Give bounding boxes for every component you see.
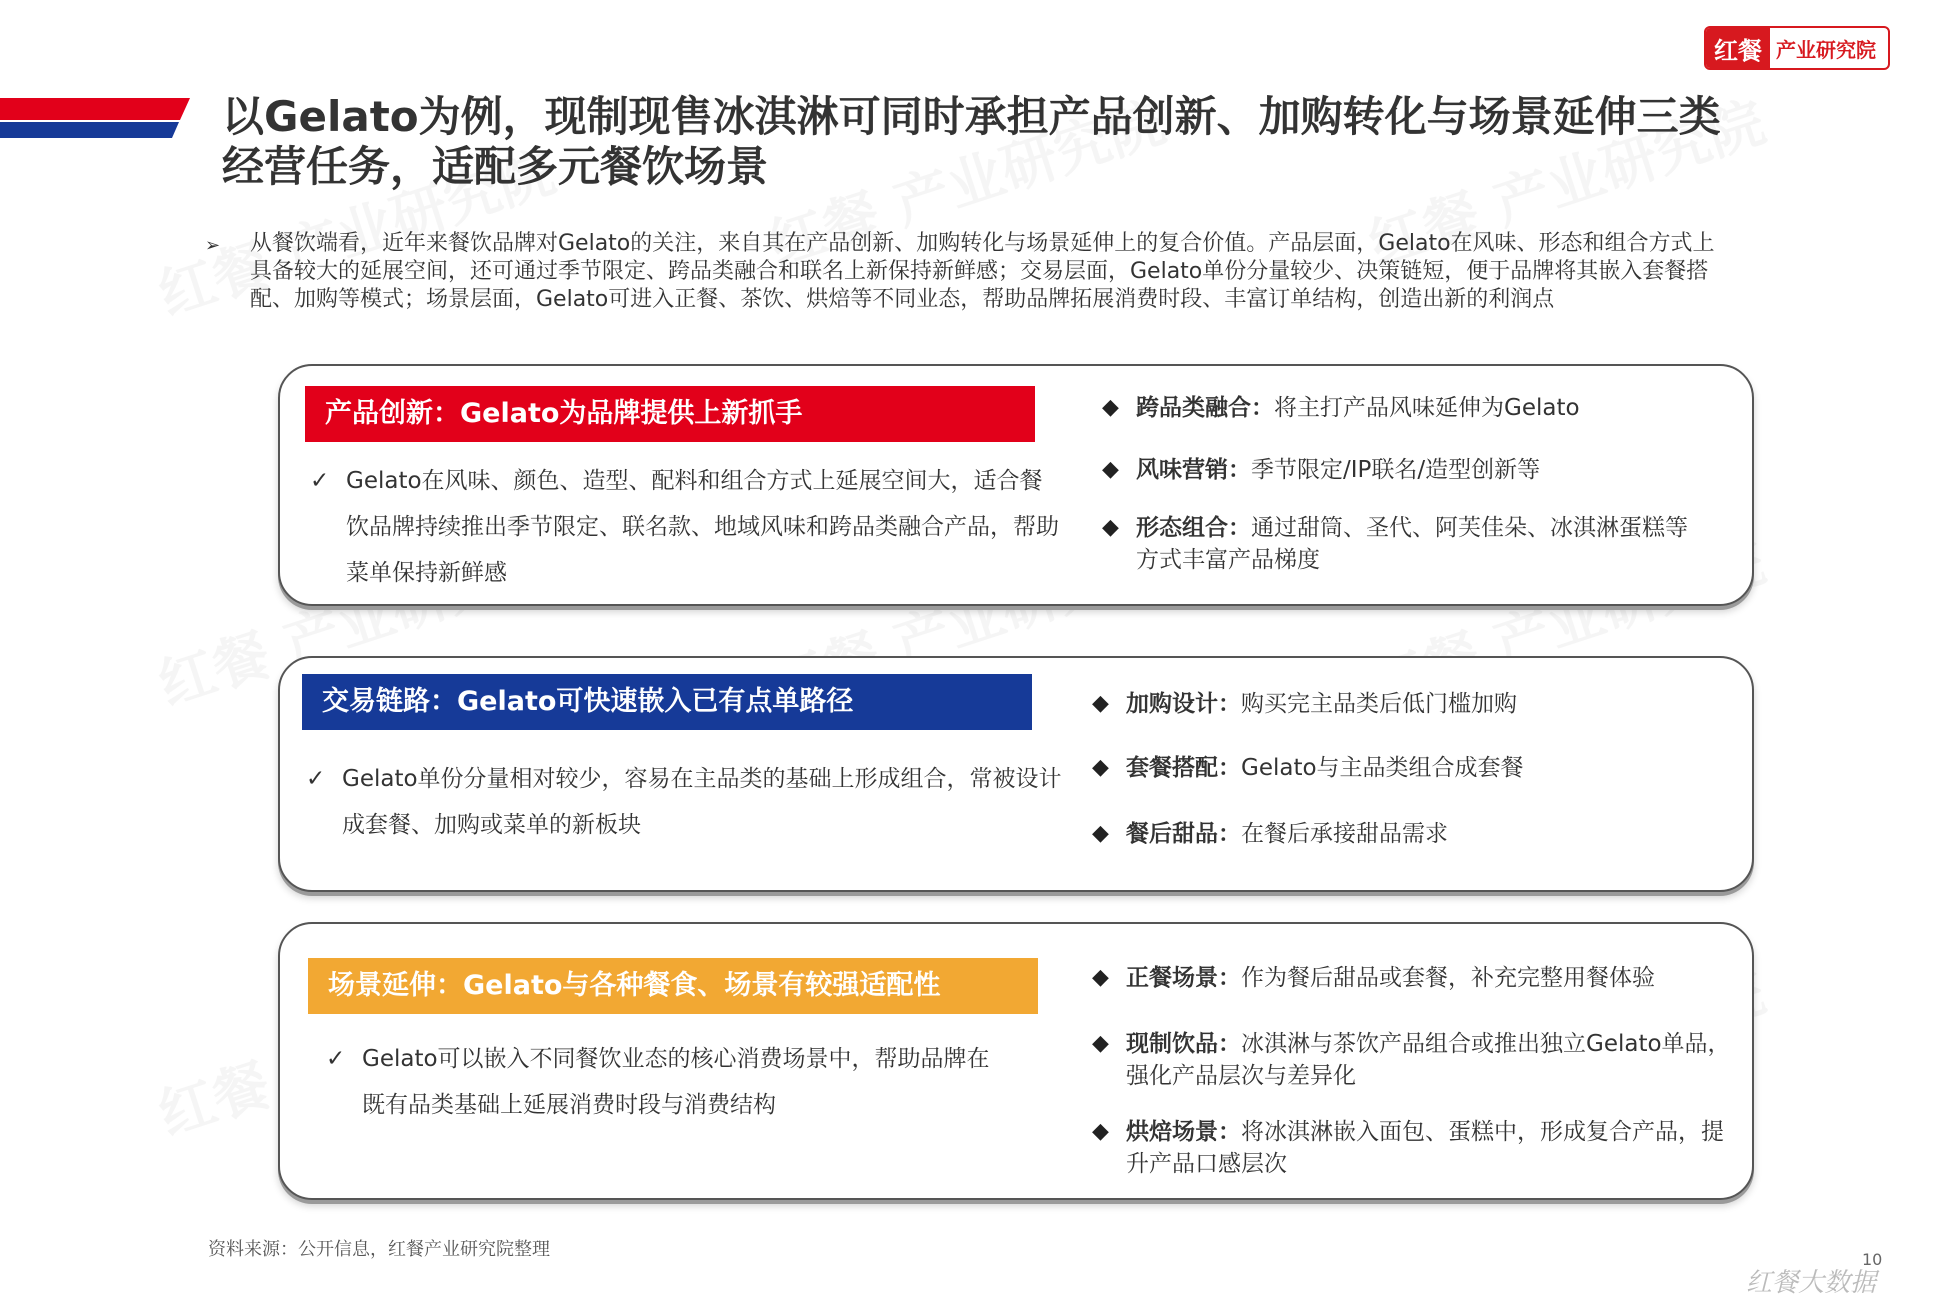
card-bullet [1092, 1116, 1736, 1180]
diamond-bullet-icon: ◆ [1092, 1119, 1109, 1144]
institute-logo [1704, 26, 1890, 70]
bullet-text: Gelato与主品类组合成套餐 [1241, 755, 1524, 781]
checkmark-icon: ✓ [310, 468, 330, 494]
bullet-label: 现制饮品： [1126, 1031, 1241, 1057]
card-check-text [310, 458, 1060, 596]
bullet-text: 将冰淇淋嵌入面包、蛋糕中，形成复合产品，提升产品口感层次 [1126, 1119, 1724, 1177]
diamond-bullet-icon: ◆ [1092, 821, 1109, 846]
bullet-text: 作为餐后甜品或套餐，补充完整用餐体验 [1241, 965, 1655, 991]
checkmark-icon: ✓ [326, 1046, 346, 1072]
bullet-label: 套餐搭配： [1126, 755, 1241, 781]
bullet-text: 冰淇淋与茶饮产品组合或推出独立Gelato单品，强化产品层次与差异化 [1126, 1031, 1731, 1089]
card-check-text [326, 1036, 1002, 1128]
card-banner: 产品创新：Gelato为品牌提供上新抓手 [305, 386, 1035, 442]
logo-mark: 红餐 [1706, 28, 1770, 68]
diamond-bullet-icon: ◆ [1092, 965, 1109, 990]
card-bullet [1092, 752, 1686, 784]
bullet-text: 季节限定/IP联名/造型创新等 [1251, 457, 1541, 483]
page-number: 10 [1862, 1250, 1883, 1269]
card-bullet [1102, 512, 1696, 576]
card-bullet [1092, 818, 1686, 850]
bullet-label: 正餐场景： [1126, 965, 1241, 991]
card-banner: 交易链路：Gelato可快速嵌入已有点单路径 [302, 674, 1032, 730]
bullet-label: 形态组合： [1136, 515, 1251, 541]
card-bullet [1092, 962, 1736, 994]
page-title: 以Gelato为例，现制现售冰淇淋可同时承担产品创新、加购转化与场景延伸三类经营任务，适配多元餐饮场景 [222, 92, 1721, 191]
card-product-innovation [278, 364, 1754, 606]
arrow-bullet-icon: ➢ [205, 235, 221, 256]
intro-text: 从餐饮端看，近年来餐饮品牌对Gelato的关注，来自其在产品创新、加购转化与场景延伸上的复合价值。产品层面，Gelato在风味、形态和组合方式上具备较大的延展空间，还可通过季节限定、跨品类融合和联名上新保持新鲜感；交易层面，Gelato单份分量较少、决策链短，便于品牌将其嵌入套餐搭配、加购等模式；场景层面，Gelato可进入正餐、茶饮、烘焙等不同业态，帮助品牌拓展消费时段、丰富订单结构，创造出新的利润点 [250, 231, 1715, 312]
diamond-bullet-icon: ◆ [1092, 691, 1109, 716]
diamond-bullet-icon: ◆ [1102, 395, 1119, 420]
intro-paragraph [205, 230, 1728, 314]
card-bullet [1102, 392, 1696, 424]
bullet-text: 在餐后承接甜品需求 [1241, 821, 1448, 847]
brand-signature: 红餐大数据 [1746, 1268, 1877, 1298]
diamond-bullet-icon: ◆ [1102, 457, 1119, 482]
card-bullet [1102, 454, 1696, 486]
diamond-bullet-icon: ◆ [1092, 755, 1109, 780]
source-note: 资料来源：公开信息，红餐产业研究院整理 [208, 1239, 550, 1260]
card-banner: 场景延伸：Gelato与各种餐食、场景有较强适配性 [308, 958, 1038, 1014]
bullet-label: 风味营销： [1136, 457, 1251, 483]
card-bullet [1092, 688, 1686, 720]
card-check-content: Gelato单份分量相对较少，容易在主品类的基础上形成组合，常被设计成套餐、加购或菜单的新板块 [342, 766, 1062, 838]
bullet-label: 加购设计： [1126, 691, 1241, 717]
card-transaction-path [278, 656, 1754, 892]
card-check-content: Gelato在风味、颜色、造型、配料和组合方式上延展空间大，适合餐饮品牌持续推出季节限定、联名款、地域风味和跨品类融合产品，帮助菜单保持新鲜感 [346, 468, 1059, 586]
bullet-text: 通过甜筒、圣代、阿芙佳朵、冰淇淋蛋糕等方式丰富产品梯度 [1136, 515, 1688, 573]
card-scene-extension [278, 922, 1754, 1200]
checkmark-icon: ✓ [306, 766, 326, 792]
card-check-text [306, 756, 1062, 848]
card-check-content: Gelato可以嵌入不同餐饮业态的核心消费场景中，帮助品牌在既有品类基础上延展消费时段与消费结构 [362, 1046, 990, 1118]
logo-institute: 产业研究院 [1776, 37, 1876, 62]
bullet-text: 购买完主品类后低门槛加购 [1241, 691, 1517, 717]
bullet-text: 将主打产品风味延伸为Gelato [1274, 395, 1580, 421]
bullet-label: 烘焙场景： [1126, 1119, 1241, 1145]
title-accent-stripe [0, 98, 190, 138]
bullet-label: 跨品类融合： [1136, 395, 1274, 421]
diamond-bullet-icon: ◆ [1092, 1031, 1109, 1056]
diamond-bullet-icon: ◆ [1102, 515, 1119, 540]
bullet-label: 餐后甜品： [1126, 821, 1241, 847]
card-bullet [1092, 1028, 1736, 1092]
